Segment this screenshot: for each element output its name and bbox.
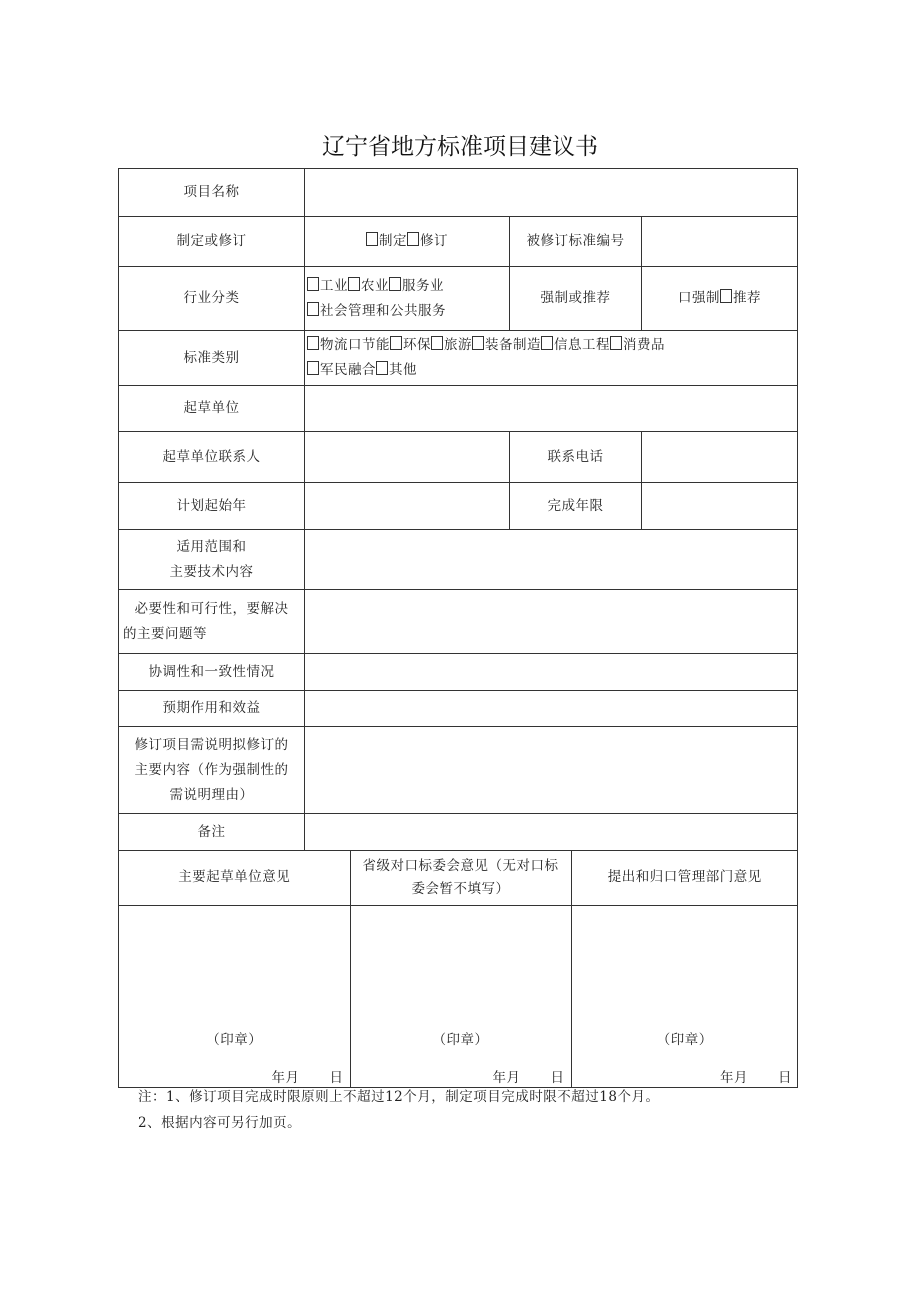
checkbox-consumer-goods[interactable] (610, 336, 622, 350)
category-options (305, 331, 798, 386)
remarks-label: 备注 (119, 814, 305, 851)
contact-field[interactable] (305, 432, 510, 483)
option-military-civil-label: 军民融合 (320, 362, 376, 378)
checkbox-recommended[interactable] (720, 289, 732, 303)
scope-label (119, 530, 305, 590)
seal-label-2: （印章） (432, 1031, 489, 1048)
revision-content-field[interactable] (305, 727, 798, 814)
option-agriculture-label: 农业 (361, 277, 389, 294)
drafter-field[interactable] (305, 386, 798, 432)
industry-options (305, 267, 510, 331)
opinion-col2-header-line2: 委会暂不填写） (411, 880, 510, 897)
remarks-field[interactable] (305, 814, 798, 851)
option-info-engineering-label: 信息工程 (554, 337, 610, 353)
day-label-1: 日 (329, 1069, 344, 1086)
option-tourism-label: 旅游 (444, 337, 472, 353)
checkbox-energy-saving[interactable]: 口 (348, 337, 362, 353)
opinion-col1-area[interactable] (119, 905, 350, 1087)
coordination-label: 协调性和一致性情况 (119, 654, 305, 691)
phone-field[interactable] (642, 432, 798, 483)
plan-start-label: 计划起始年 (119, 483, 305, 530)
revision-content-label-line1: 修订项目需说明拟修订的 (134, 736, 289, 753)
option-mandatory-label: 强制 (692, 290, 720, 306)
industry-label: 行业分类 (119, 267, 305, 331)
checkbox-social-management[interactable] (307, 302, 319, 316)
year-month-label-1: 年月 (271, 1069, 300, 1086)
option-industry-label: 工业 (320, 277, 348, 294)
opinion-col3-area[interactable] (571, 905, 798, 1087)
checkbox-info-engineering[interactable] (541, 336, 553, 350)
option-service-label: 服务业 (402, 277, 444, 294)
opinion-col2-header-line1: 省级对口标委会意见（无对口标 (362, 857, 559, 874)
deadline-field[interactable] (642, 483, 798, 530)
revision-content-label (119, 727, 305, 814)
opinion-col2-area[interactable] (350, 905, 571, 1087)
benefit-label: 预期作用和效益 (119, 691, 305, 727)
seal-label-3: （印章） (656, 1031, 713, 1048)
scope-label-line1: 适用范围和 (176, 538, 247, 555)
coordination-field[interactable] (305, 654, 798, 691)
footnotes (138, 1084, 659, 1136)
phone-label: 联系电话 (510, 432, 642, 483)
seal-label-1: （印章） (206, 1031, 263, 1048)
mandatory-label: 强制或推荐 (510, 267, 642, 331)
necessity-field[interactable] (305, 590, 798, 654)
opinion-col1-header: 主要起草单位意见 (119, 851, 350, 905)
scope-field[interactable] (305, 530, 798, 590)
category-label: 标准类别 (119, 331, 305, 386)
checkbox-revise[interactable] (407, 232, 419, 246)
revise-options (305, 217, 510, 267)
mandatory-options (642, 267, 798, 331)
scope-label-line2: 主要技术内容 (169, 563, 254, 580)
year-month-label-2: 年月 (492, 1069, 521, 1086)
option-energy-saving-label: 节能 (362, 337, 390, 353)
footnote-2: 2、根据内容可另行加页。 (138, 1115, 302, 1131)
option-other-label: 其他 (389, 362, 417, 378)
contact-label: 起草单位联系人 (119, 432, 305, 483)
revised-std-no-label: 被修订标准编号 (510, 217, 642, 267)
checkbox-military-civil[interactable] (307, 361, 319, 375)
checkbox-equipment[interactable] (472, 336, 484, 350)
checkbox-mandatory[interactable]: 口 (678, 290, 692, 306)
revision-content-label-line2: 主要内容（作为强制性的 (134, 761, 289, 778)
opinion-col3-header: 提出和归口管理部门意见 (571, 851, 798, 905)
plan-start-field[interactable] (305, 483, 510, 530)
proposal-form (118, 168, 798, 1088)
option-equipment-label: 装备制造 (485, 337, 541, 353)
revise-label: 制定或修订 (119, 217, 305, 267)
checkbox-service[interactable] (389, 277, 401, 291)
year-month-label-3: 年月 (720, 1069, 748, 1086)
drafter-label: 起草单位 (119, 386, 305, 432)
day-label-3: 日 (778, 1069, 792, 1086)
option-formulate-label: 制定 (379, 233, 407, 249)
option-logistics-label: 物流 (320, 337, 348, 353)
page-title: 辽宁省地方标准项目建议书 (322, 134, 598, 160)
option-recommended-label: 推荐 (733, 290, 761, 306)
revision-content-label-line3: 需说明理由） (169, 786, 254, 803)
necessity-label-line1: 必要性和可行性，要解决 (134, 600, 289, 617)
checkbox-agriculture[interactable] (348, 277, 360, 291)
day-label-2: 日 (550, 1069, 565, 1086)
checkbox-formulate[interactable] (366, 232, 378, 246)
footnote-1: 注：1、修订项目完成时限原则上不超过12个月，制定项目完成时限不超过18个月。 (138, 1089, 660, 1105)
checkbox-other[interactable] (376, 361, 388, 375)
opinions-table (119, 851, 798, 1087)
opinion-col2-header (350, 851, 571, 905)
option-social-management-label: 社会管理和公共服务 (320, 302, 446, 319)
revised-std-no-field[interactable] (642, 217, 798, 267)
deadline-label: 完成年限 (510, 483, 642, 530)
necessity-label-line2: 的主要问题等 (123, 625, 207, 642)
option-consumer-goods-label: 消费品 (623, 337, 665, 353)
opinions-section (119, 851, 798, 1088)
benefit-field[interactable] (305, 691, 798, 727)
option-environment-label: 环保 (403, 337, 431, 353)
checkbox-logistics[interactable] (307, 336, 319, 350)
project-name-field[interactable] (305, 169, 798, 217)
project-name-label: 项目名称 (119, 169, 305, 217)
checkbox-tourism[interactable] (431, 336, 443, 350)
option-revise-label: 修订 (420, 233, 448, 249)
checkbox-industry[interactable] (307, 277, 319, 291)
checkbox-environment[interactable] (390, 336, 402, 350)
necessity-label (119, 590, 305, 654)
